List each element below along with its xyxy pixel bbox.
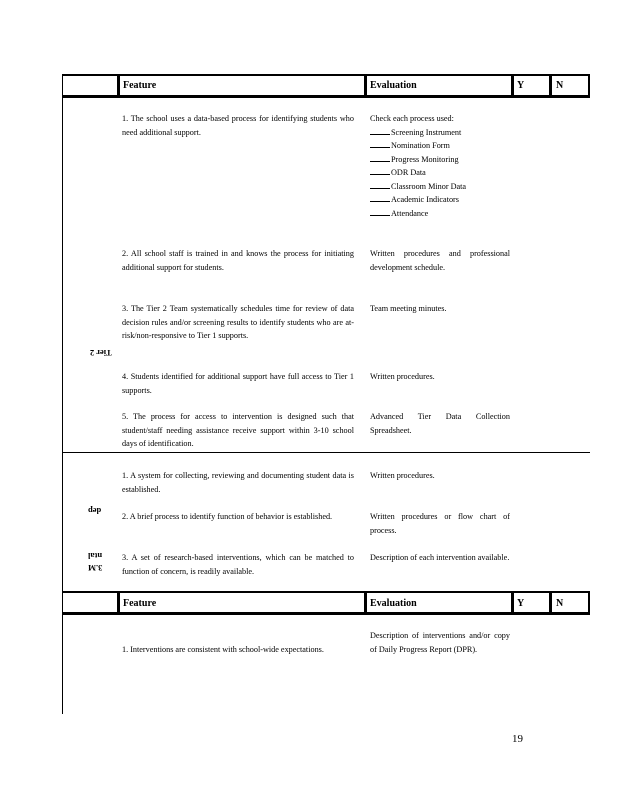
col2-divider-feature [117,591,120,615]
check-option[interactable]: Academic Indicators [370,193,510,207]
check-option[interactable]: Screening Instrument [370,126,510,140]
col-divider-feature [117,74,120,98]
header-y: Y [517,80,525,91]
feature-row-2: 2. All school staff is trained in and knows the process for initiating additional support for students. [122,249,354,272]
check-option[interactable]: ODR Data [370,166,510,180]
feature-row-1: 1. The school uses a data-based process for identifying students who need additional support. [122,114,354,137]
section2-side-label-1: dep [88,506,102,516]
section2-side-label-3: 3.M [88,563,103,573]
evaluation-row-1 [370,112,510,220]
col-divider-n [549,74,552,98]
evaluation-row-s2-2: Written procedures or flow chart of process. [370,512,510,535]
section-divider [62,452,590,453]
check-option[interactable]: Classroom Minor Data [370,180,510,194]
header2-evaluation: Evaluation [370,598,417,609]
feature-row-s2-3: 3. A set of research-based interventions, which can be matched to function of concern, is readily available. [122,553,354,576]
header-evaluation: Evaluation [370,80,417,91]
check-option[interactable]: Attendance [370,207,510,221]
table-right-border [588,74,590,98]
feature-row-4: 4. Students identified for additional support have full access to Tier 1 supports. [122,372,354,395]
header2-feature: Feature [123,598,157,609]
evaluation-row-3: Team meeting minutes. [370,304,447,313]
header-feature: Feature [123,80,157,91]
evaluation-row-2: Written procedures and professional development schedule. [370,249,510,272]
evaluation-row-s3-1: Description of interventions and/or copy of Daily Progress Report (DPR). [370,631,510,654]
feature-row-5: 5. The process for access to intervention is designed such that student/staff needing assistance receive support within 3-10 school days of identification. [122,412,354,448]
header2-n: N [556,598,564,609]
evaluation-row-s2-1: Written procedures. [370,471,435,480]
feature-row-3: 3. The Tier 2 Team systematically schedules time for review of data decision rules and/or screening results to identify students who are at-risk/non-responsive to Tier 1 supports. [122,304,354,340]
header-n: N [556,80,564,91]
col-divider-y [511,74,514,98]
check-option[interactable]: Nomination Form [370,139,510,153]
feature-row-s3-1: 1. Interventions are consistent with school-wide expectations. [122,645,324,654]
page-number: 19 [512,733,523,745]
check-title: Check each process used: [370,114,454,123]
section2-side-label-2: ntal [88,551,103,561]
feature-row-s2-2: 2. A brief process to identify function of behavior is established. [122,512,333,521]
section1-side-label: Tier 2 [90,348,112,358]
col-divider-evaluation [364,74,367,98]
feature-row-s2-1: 1. A system for collecting, reviewing and documenting student data is established. [122,471,354,494]
header2-y: Y [517,598,525,609]
evaluation-row-5: Advanced Tier Data Collection Spreadsheet. [370,412,510,435]
table-left-border [62,74,63,714]
col2-divider-n [549,591,552,615]
check-option[interactable]: Progress Monitoring [370,153,510,167]
evaluation-row-s2-3: Description of each intervention available. [370,553,510,562]
evaluation-row-4: Written procedures. [370,372,435,381]
col2-divider-y [511,591,514,615]
table2-right-border [588,591,590,615]
col2-divider-evaluation [364,591,367,615]
